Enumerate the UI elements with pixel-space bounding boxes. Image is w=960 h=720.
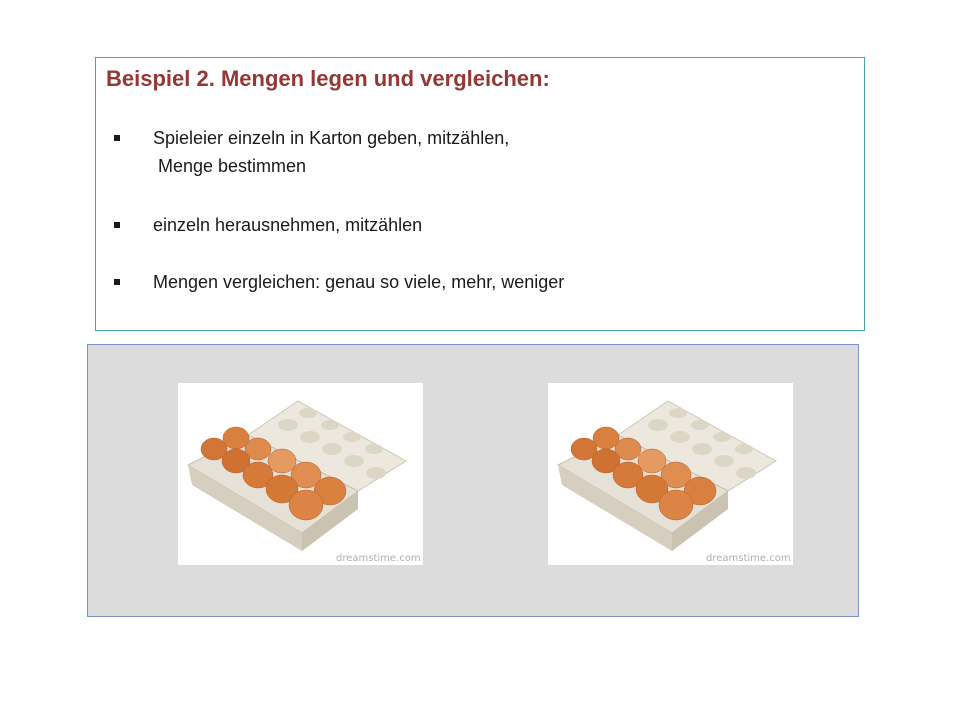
egg-carton-photo-right — [548, 383, 793, 565]
watermark: dreamstime.com — [706, 553, 791, 564]
egg-carton-illustration — [548, 383, 793, 565]
bullet-text: Spieleier einzeln in Karton geben, mitzählen, — [153, 128, 510, 148]
bullet-square-icon — [114, 279, 120, 285]
egg-carton-illustration — [178, 383, 423, 565]
slide-title: Beispiel 2. Mengen legen und vergleichen: — [106, 66, 550, 91]
watermark: dreamstime.com — [336, 553, 421, 564]
bullet-text: Mengen vergleichen: genau so viele, mehr, weniger — [153, 272, 565, 292]
image-panel — [87, 344, 859, 617]
text-box — [95, 57, 865, 331]
egg-carton-photo-left — [178, 383, 423, 565]
bullet-text: einzeln herausnehmen, mitzählen — [153, 215, 423, 235]
bullet-square-icon — [114, 135, 120, 141]
bullet-square-icon — [114, 222, 120, 228]
bullet-continuation: Menge bestimmen — [158, 156, 307, 176]
